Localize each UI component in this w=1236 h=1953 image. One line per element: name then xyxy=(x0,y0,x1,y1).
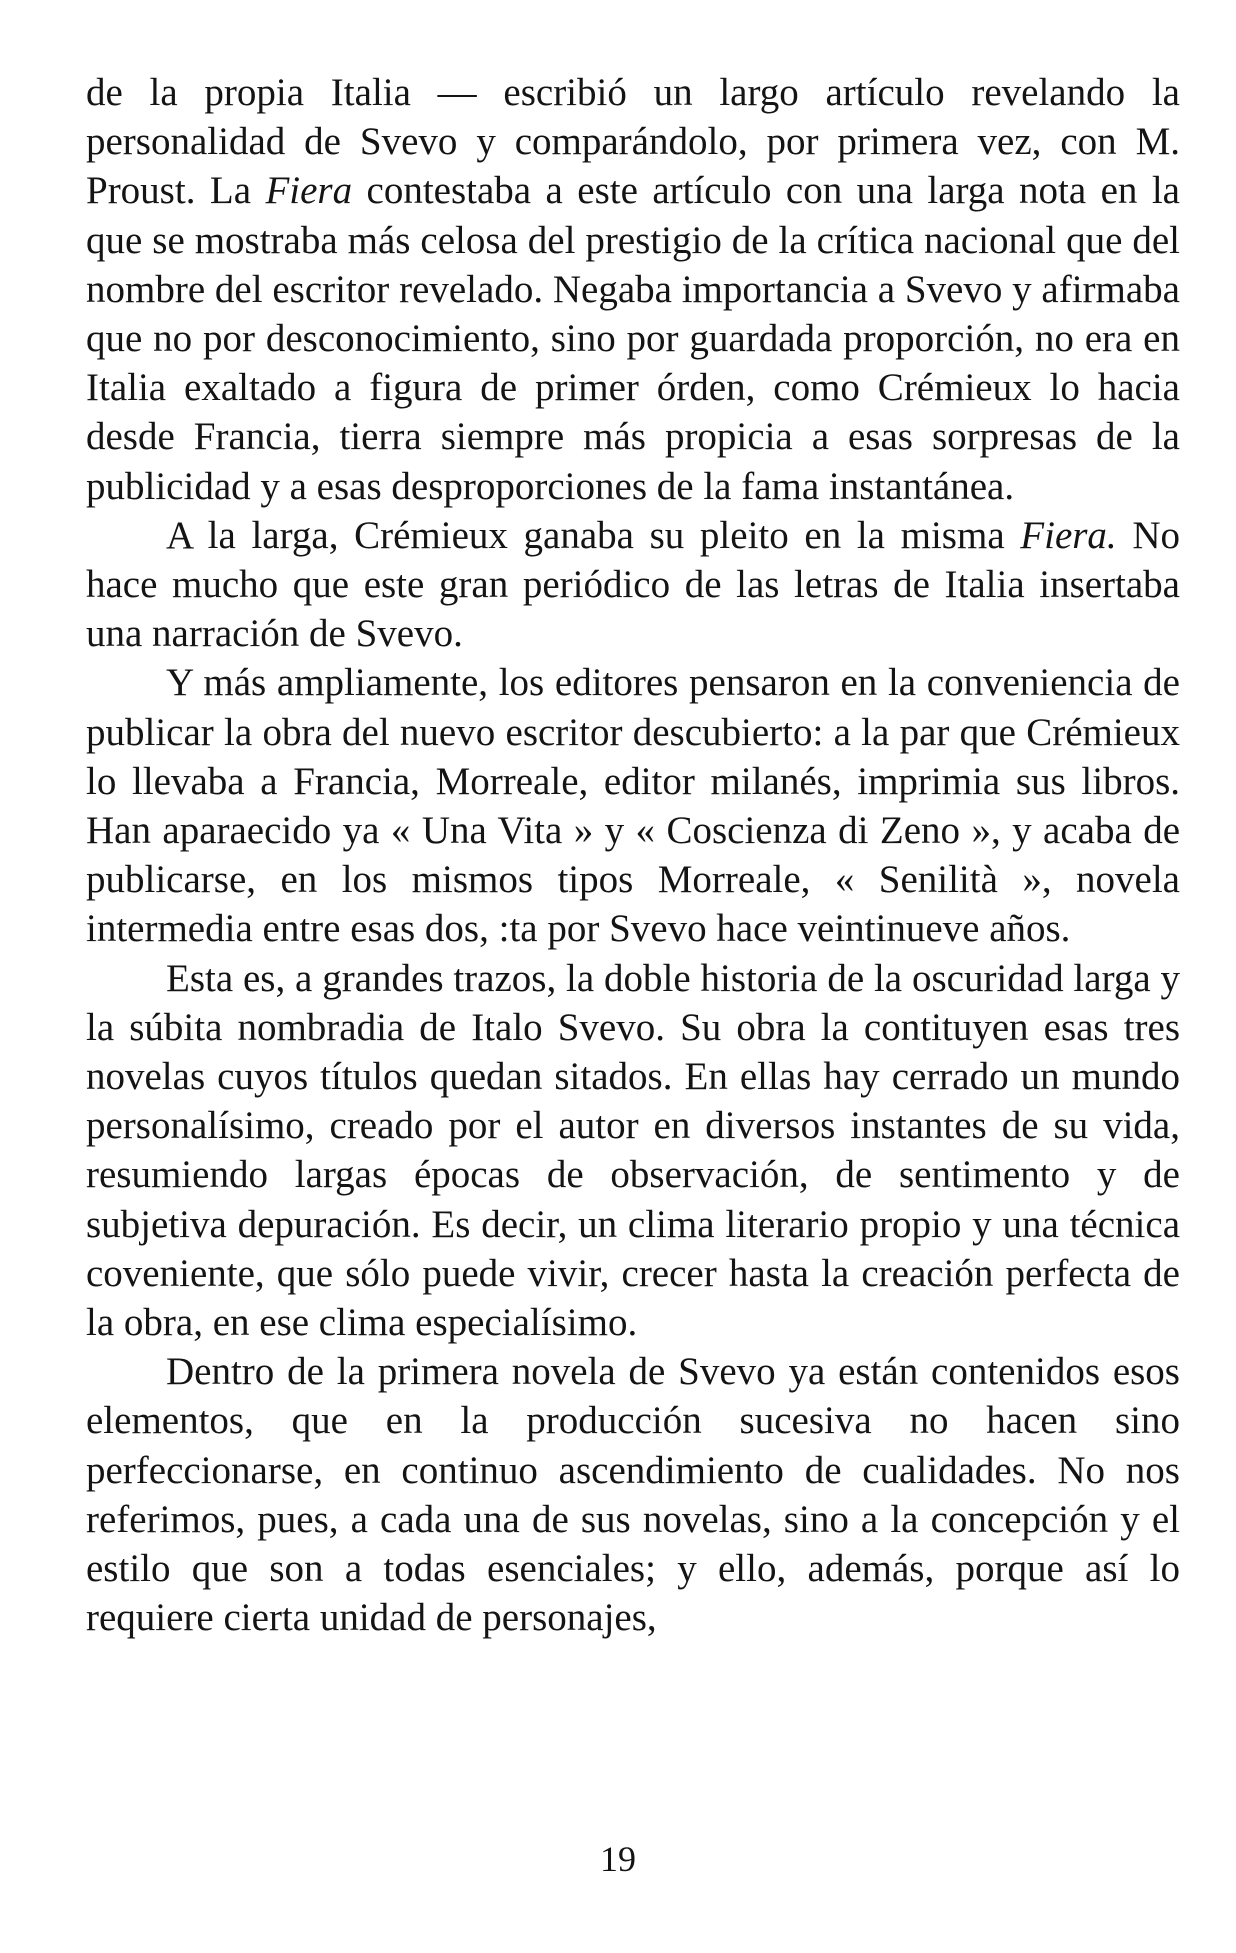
paragraph-1-text-b: contestaba a este artículo con una larga nota en la que se mostraba más celosa del prestigio de la crítica nacional que del nombre del escritor revelado. Negaba importancia a Svevo y afirmaba que no por desconocimiento, sino por guardada proporción, no era en Italia exaltado a figura de primer órden, como Crémieux lo hacia desde Francia, tierra siempre más propicia a esas sorpresas de la publicidad y a esas desproporciones de la fama instantánea. xyxy=(86,169,1180,508)
paragraph-2-text-b: No hace mucho que este gran periódico de las letras de Italia insertaba una narración de Svevo. xyxy=(86,513,1180,656)
paragraph-2-text-a: A la larga, Crémieux ganaba su pleito en la misma xyxy=(166,513,1021,557)
paragraph-4-text: Esta es, a grandes trazos, la doble historia de la oscuridad larga y la súbita nombradia de Italo Svevo. Su obra la contituyen esas tres novelas cuyos títulos quedan sitados. En ellas hay cerrado un mundo personalísimo, creado por el autor en diversos instantes de su vida, resumiendo largas épocas de observación, de sentimento y de subjetiva depuración. Es decir, un clima literario propio y una técnica coveniente, que sólo puede vivir, crecer hasta la creación perfecta de la obra, en ese clima especialísimo. xyxy=(86,956,1180,1345)
paragraph-4 xyxy=(86,954,1180,1348)
paragraph-2-italic-fiera: Fiera. xyxy=(1020,513,1117,557)
page-number: 19 xyxy=(600,1839,636,1879)
body-text xyxy=(86,68,1180,1643)
paragraph-3 xyxy=(86,658,1180,953)
paragraph-5-text: Dentro de la primera novela de Svevo ya están contenidos esos elementos, que en la producción sucesiva no hacen sino perfeccionarse, en continuo ascendimiento de cualidades. No nos referimos, pues, a cada una de sus novelas, sino a la concepción y el estilo que son a todas esenciales; y ello, además, porque así lo requiere cierta unidad de personajes, xyxy=(86,1350,1180,1640)
paragraph-1-text-a: de la propia Italia — escribió un largo artículo revelando la personalidad de Svevo y comparándolo, por primera vez, con M. Proust. La xyxy=(86,71,1180,213)
paragraph-1 xyxy=(86,68,1180,511)
paragraph-3-text: Y más ampliamente, los editores pensaron en la conveniencia de publicar la obra del nuevo escritor descubierto: a la par que Crémieux lo llevaba a Francia, Morreale, editor milanés, imprimia sus libros. Han aparaecido ya « Una Vita » y « Coscienza di Zeno », y acaba de publicarse, en los mismos tipos Morreale, « Senilità », novela intermedia entre esas dos, :ta por Svevo hace veintinueve años. xyxy=(86,661,1180,951)
paragraph-5 xyxy=(86,1347,1180,1642)
paragraph-2 xyxy=(86,511,1180,659)
paragraph-1-italic-fiera: Fiera xyxy=(265,169,353,213)
